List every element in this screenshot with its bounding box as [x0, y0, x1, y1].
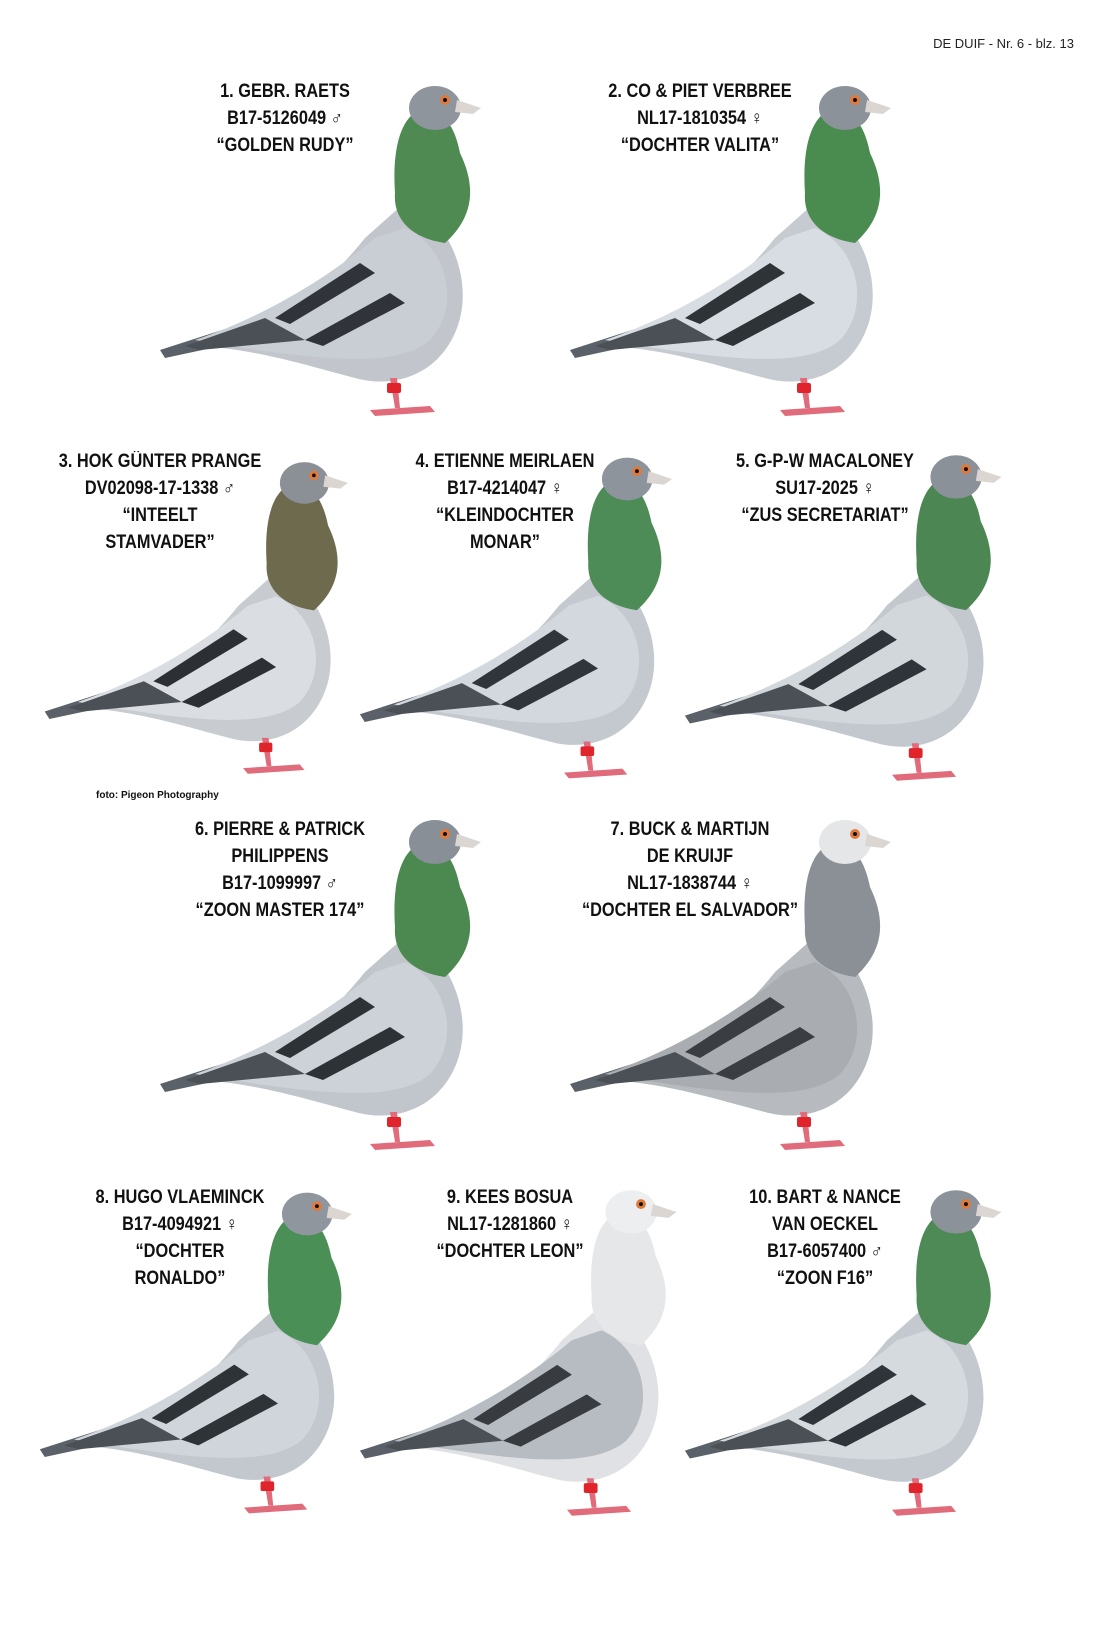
caption-line: STAMVADER” — [105, 532, 215, 553]
leg-band — [584, 1483, 598, 1493]
pupil-shape — [853, 98, 857, 102]
pupil-shape — [964, 1202, 968, 1206]
caption-line: 4. ETIENNE MEIRLAEN — [415, 451, 595, 472]
head-shape — [605, 1190, 656, 1233]
caption-line: “KLEINDOCHTER — [435, 505, 574, 526]
caption-line: NL17-1838744 ♀ — [627, 873, 753, 894]
pupil-shape — [964, 467, 968, 471]
caption-line: “ZOON MASTER 174” — [195, 900, 365, 921]
beak-shape — [651, 1204, 677, 1218]
beak-shape — [323, 475, 348, 488]
pupil-shape — [853, 832, 857, 836]
caption-line: RONALDO” — [134, 1268, 226, 1289]
caption-line: B17-5126049 ♂ — [227, 108, 343, 129]
beak-shape — [976, 1204, 1002, 1218]
pigeon-photo-3 — [40, 445, 380, 790]
caption-line: SU17-2025 ♀ — [775, 478, 875, 499]
foot-shape — [243, 764, 304, 773]
pigeon-photo-10 — [680, 1180, 1035, 1525]
leg-band — [797, 383, 811, 393]
pupil-shape — [635, 469, 639, 473]
foot-shape — [370, 406, 435, 416]
caption-line: 3. HOK GÜNTER PRANGE — [58, 451, 262, 472]
caption-line: 7. BUCK & MARTIJN — [610, 819, 770, 840]
caption-line: 1. GEBR. RAETS — [220, 81, 350, 102]
head-shape — [280, 462, 329, 504]
caption-line: NL17-1810354 ♀ — [637, 108, 763, 129]
head-shape — [602, 458, 653, 501]
caption-line: 6. PIERRE & PATRICK — [194, 819, 366, 840]
head-shape — [409, 820, 461, 864]
caption-line: “DOCHTER — [135, 1241, 225, 1262]
head-shape — [819, 820, 871, 864]
head-shape — [282, 1193, 333, 1236]
leg-band — [581, 746, 595, 756]
foot-shape — [564, 769, 627, 779]
caption-line: DV02098-17-1338 ♂ — [84, 478, 236, 499]
caption-line: “GOLDEN RUDY” — [216, 135, 354, 156]
beak-shape — [455, 834, 481, 848]
page-header: DE DUIF - Nr. 6 - blz. 13 — [933, 36, 1074, 51]
leg-band — [797, 1117, 811, 1127]
head-shape — [819, 86, 871, 130]
caption-line: 8. HUGO VLAEMINCK — [95, 1187, 265, 1208]
caption-line: “ZUS SECRETARIAT” — [741, 505, 909, 526]
pigeon-photo-6 — [155, 812, 515, 1157]
leg-band — [261, 1481, 275, 1491]
head-shape — [409, 86, 461, 130]
leg-shape — [583, 741, 593, 770]
foot-shape — [370, 1140, 435, 1150]
pigeon-photo-8 — [35, 1180, 385, 1525]
pupil-shape — [443, 98, 447, 102]
caption-line: “DOCHTER EL SALVADOR” — [581, 900, 799, 921]
caption-line: “ZOON F16” — [776, 1268, 874, 1289]
leg-band — [387, 383, 401, 393]
beak-shape — [455, 100, 481, 114]
pupil-shape — [443, 832, 447, 836]
caption-line: “INTEELT — [122, 505, 198, 526]
beak-shape — [976, 469, 1002, 483]
head-shape — [930, 455, 981, 498]
beak-shape — [865, 834, 891, 848]
head-shape — [930, 1190, 981, 1233]
foot-shape — [780, 1140, 845, 1150]
foot-shape — [892, 771, 956, 781]
caption-line: B17-4214047 ♀ — [447, 478, 563, 499]
leg-band — [259, 743, 272, 752]
pigeon-photo-5 — [680, 445, 1035, 790]
pupil-shape — [639, 1202, 643, 1206]
beak-shape — [327, 1206, 352, 1220]
caption-line: DE KRUIJF — [646, 846, 734, 867]
caption-line: VAN OECKEL — [772, 1214, 878, 1235]
pigeon-photo-4 — [355, 445, 705, 790]
leg-band — [909, 1483, 923, 1493]
pigeon-photo-2 — [565, 78, 925, 423]
pigeon-photo-9 — [355, 1180, 710, 1525]
foot-shape — [567, 1506, 631, 1516]
pigeon-photo-1 — [155, 78, 515, 423]
caption-line: PHILIPPENS — [231, 846, 329, 867]
beak-shape — [647, 471, 672, 485]
caption-line: “DOCHTER VALITA” — [620, 135, 780, 156]
caption-line: 10. BART & NANCE — [749, 1187, 901, 1208]
caption-line: MONAR” — [470, 532, 540, 553]
caption-line: 2. CO & PIET VERBREE — [608, 81, 792, 102]
foot-shape — [244, 1504, 307, 1514]
caption-line: B17-6057400 ♂ — [767, 1241, 883, 1262]
pupil-shape — [312, 473, 316, 477]
caption-line: B17-4094921 ♀ — [122, 1214, 238, 1235]
photo-credit: foto: Pigeon Photography — [96, 790, 219, 801]
beak-shape — [865, 100, 891, 114]
caption-line: B17-1099997 ♂ — [222, 873, 338, 894]
leg-shape — [263, 1476, 273, 1505]
caption-line: NL17-1281860 ♀ — [447, 1214, 573, 1235]
leg-band — [909, 748, 923, 758]
caption-line: 5. G-P-W MACALONEY — [736, 451, 914, 472]
foot-shape — [780, 406, 845, 416]
pigeon-photo-7 — [565, 812, 925, 1157]
leg-band — [387, 1117, 401, 1127]
foot-shape — [892, 1506, 956, 1516]
pupil-shape — [315, 1204, 319, 1208]
caption-line: “DOCHTER LEON” — [436, 1241, 584, 1262]
caption-line: 9. KEES BOSUA — [446, 1187, 574, 1208]
